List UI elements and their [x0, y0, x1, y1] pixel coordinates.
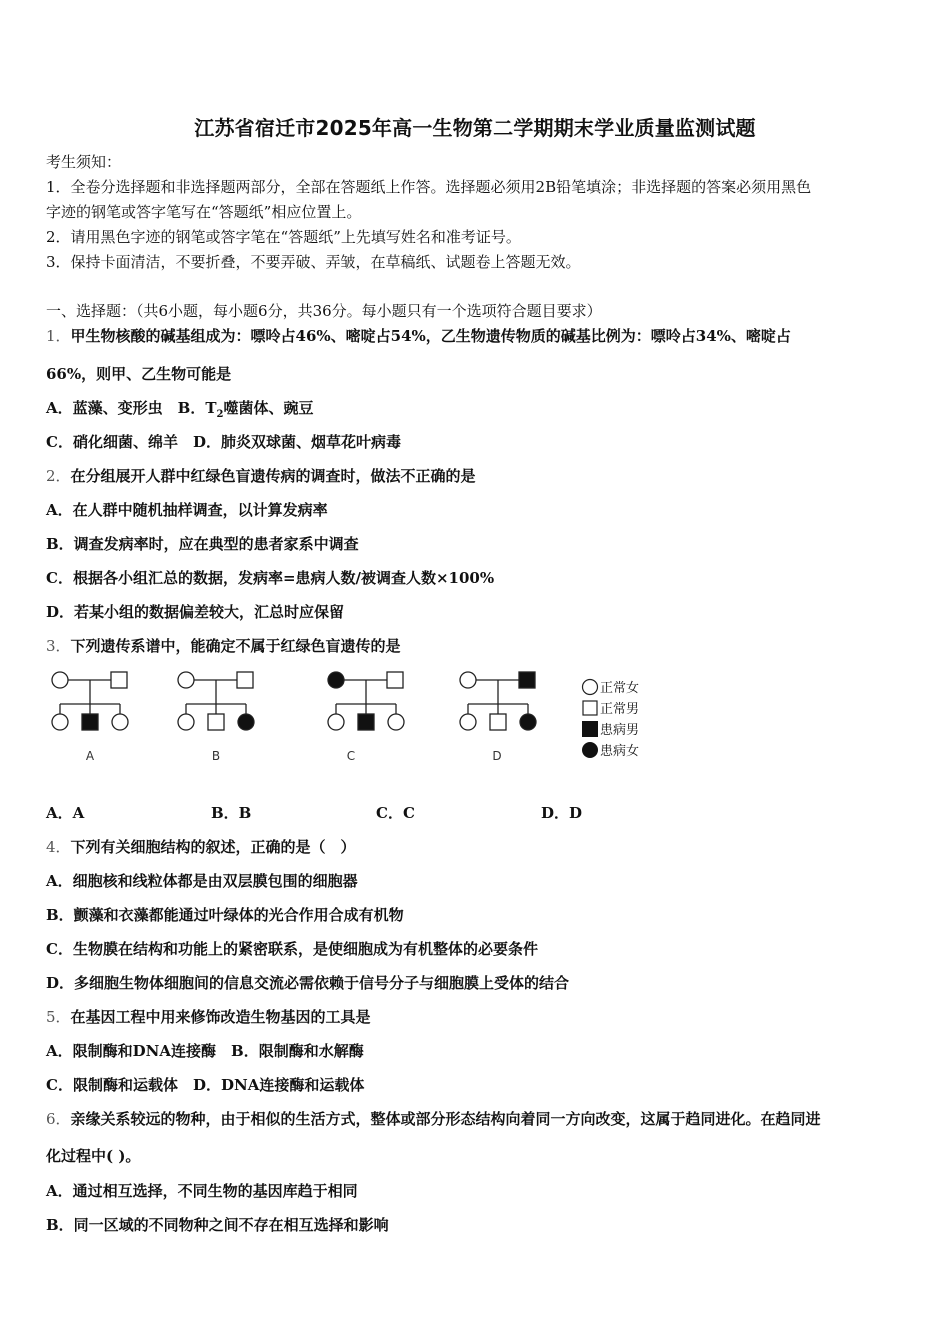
- question-4-option-b: B．颤藻和衣藻都能通过叶绿体的光合作用合成有机物: [46, 906, 404, 924]
- question-6-option-b: B．同一区域的不同物种之间不存在相互选择和影响: [46, 1216, 389, 1234]
- question-1-options-cd: C．硝化细菌、绵羊 D．肺炎双球菌、烟草花叶病毒: [46, 433, 401, 451]
- question-5-options-ab: A．限制酶和DNA连接酶 B．限制酶和水解酶: [46, 1042, 364, 1060]
- legend-normal-female: 正常女: [580, 676, 639, 697]
- question-4-stem: 4．下列有关细胞结构的叙述，正确的是（ ）: [46, 838, 356, 856]
- normal-female-symbol: [52, 672, 68, 688]
- page-title: 江苏省宿迁市2025年高一生物第二学期期末学业质量监测试题: [194, 116, 756, 140]
- normal-female-symbol: [460, 672, 476, 688]
- pedigree-d: [460, 672, 536, 730]
- question-5-options-cd: C．限制酶和运载体 D．DNA连接酶和运载体: [46, 1076, 365, 1094]
- pedigree-label-a: A: [85, 749, 95, 763]
- normal-female-symbol: [178, 714, 194, 730]
- notice-heading: 考生须知：: [46, 153, 122, 171]
- question-4-option-c: C．生物膜在结构和功能上的紧密联系，是使细胞成为有机整体的必要条件: [46, 940, 538, 958]
- affected-female-symbol: [238, 714, 254, 730]
- question-2-option-d: D．若某小组的数据偏差较大，汇总时应保留: [46, 603, 345, 621]
- question-3-option-b: B．B: [211, 804, 252, 822]
- normal-male-symbol: [208, 714, 224, 730]
- notice-item: 3．保持卡面清洁，不要折叠，不要弄破、弄皱，在草稿纸、试题卷上答题无效。: [46, 253, 581, 271]
- question-3-option-d: D．D: [541, 804, 583, 822]
- normal-male-symbol: [111, 672, 127, 688]
- pedigree-c: [328, 672, 404, 730]
- legend-affected-male: 患病男: [580, 718, 639, 739]
- affected-female-symbol: [520, 714, 536, 730]
- normal-female-symbol: [388, 714, 404, 730]
- question-3-option-c: C．C: [376, 804, 415, 822]
- normal-female-symbol: [112, 714, 128, 730]
- section-heading: 一、选择题：（共6小题，每小题6分，共36分。每小题只有一个选项符合题目要求）: [46, 302, 602, 320]
- normal-female-symbol: [52, 714, 68, 730]
- normal-female-symbol: [178, 672, 194, 688]
- pedigree-a: [52, 672, 128, 730]
- question-1-stem-cont: 66%，则甲、乙生物可能是: [46, 365, 232, 383]
- affected-male-symbol: [519, 672, 535, 688]
- question-5-stem: 5．在基因工程中用来修饰改造生物基因的工具是: [46, 1008, 371, 1026]
- notice-item: 2．请用黑色字迹的钢笔或答字笔在“答题纸”上先填写姓名和准考证号。: [46, 228, 521, 246]
- question-2-option-a: A．在人群中随机抽样调查，以计算发病率: [46, 501, 328, 519]
- pedigree-legend: [580, 676, 639, 760]
- question-1-options-ab: A．蓝藻、变形虫 B．$T_2$噬菌体、豌豆: [46, 399, 314, 420]
- notice-item: 1．全卷分选择题和非选择题两部分，全部在答题纸上作答。选择题必须用2B铅笔填涂；非选择题的答案必须用黑色: [46, 178, 812, 196]
- question-6-stem-cont: 化过程中( )。: [46, 1147, 141, 1165]
- legend-normal-male: 正常男: [580, 697, 639, 718]
- pedigree-b: [178, 672, 254, 730]
- question-2-option-b: B．调查发病率时，应在典型的患者家系中调查: [46, 535, 359, 553]
- pedigree-label-d: D: [492, 749, 502, 763]
- notice-item: 字迹的钢笔或答字笔写在“答题纸”相应位置上。: [46, 203, 362, 221]
- normal-male-symbol: [237, 672, 253, 688]
- question-4-option-a: A．细胞核和线粒体都是由双层膜包围的细胞器: [46, 872, 358, 890]
- question-6-stem: 6．亲缘关系较远的物种，由于相似的生活方式，整体或部分形态结构向着同一方向改变，这属于趋同进化。在趋同进: [46, 1110, 821, 1128]
- normal-male-symbol: [387, 672, 403, 688]
- question-4-option-d: D．多细胞生物体细胞间的信息交流必需依赖于信号分子与细胞膜上受体的结合: [46, 974, 570, 992]
- pedigree-label-c: C: [346, 749, 356, 763]
- question-2-stem: 2．在分组展开人群中红绿色盲遗传病的调查时，做法不正确的是: [46, 467, 476, 485]
- affected-female-symbol: [328, 672, 344, 688]
- pedigree-figure: [40, 664, 580, 774]
- normal-female-symbol: [328, 714, 344, 730]
- affected-male-symbol: [82, 714, 98, 730]
- normal-male-symbol: [490, 714, 506, 730]
- legend-affected-female: 患病女: [580, 739, 639, 760]
- question-1-stem: 1．甲生物核酸的碱基组成为：嘌呤占46%、嘧啶占54%，乙生物遗传物质的碱基比例为：嘌呤占34%、嘧啶占: [46, 327, 791, 345]
- question-2-option-c: C．根据各小组汇总的数据，发病率=患病人数/被调查人数×100%: [46, 569, 495, 587]
- question-3-options: [46, 803, 912, 823]
- pedigree-label-b: B: [211, 749, 221, 763]
- affected-male-symbol: [358, 714, 374, 730]
- question-3-option-a: A．A: [46, 804, 85, 822]
- question-3-stem: 3．下列遗传系谱中，能确定不属于红绿色盲遗传的是: [46, 637, 401, 655]
- question-6-option-a: A．通过相互选择，不同生物的基因库趋于相同: [46, 1182, 358, 1200]
- normal-female-symbol: [460, 714, 476, 730]
